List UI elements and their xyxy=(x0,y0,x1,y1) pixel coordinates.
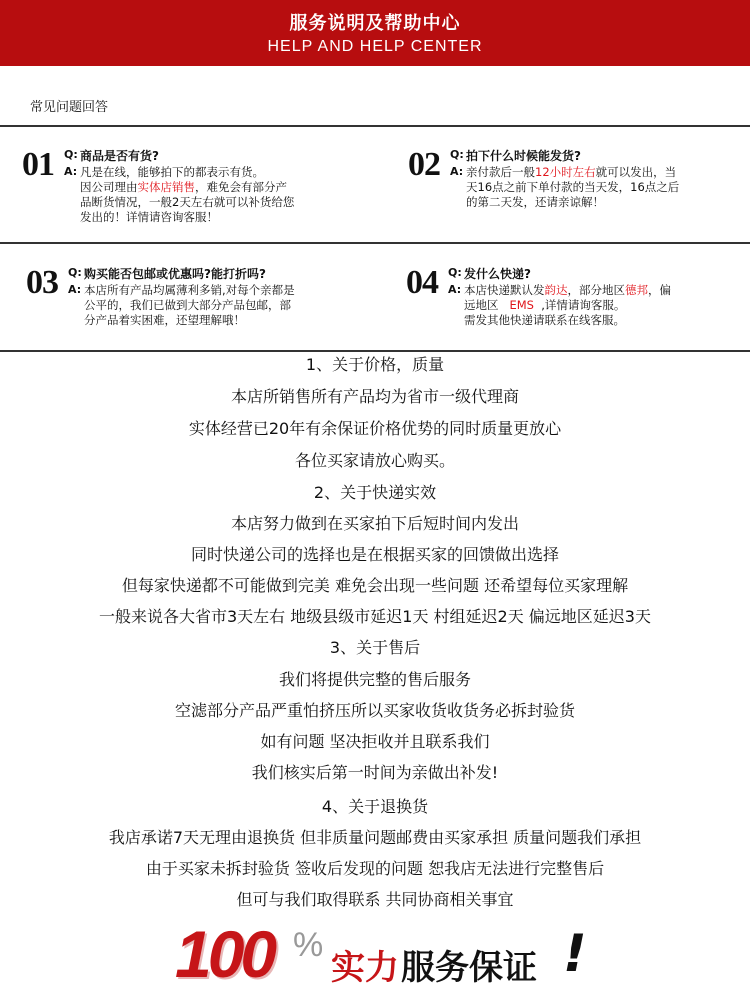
a-mark: A: xyxy=(64,165,78,178)
faq-question: 发什么快递? xyxy=(464,267,531,281)
policy-line: 本店所销售所有产品均为省市一级代理商 xyxy=(230,387,519,406)
faq-item-03 xyxy=(26,264,356,344)
faq-number: 04 xyxy=(406,264,438,301)
guarantee-banner xyxy=(175,917,595,992)
faq-number: 01 xyxy=(22,146,54,183)
policy-line: 由于买家未拆封验货 签收后发现的问题 恕我店无法进行完整售后 xyxy=(145,859,605,878)
policy-line: 但每家快递都不可能做到完美 难免会出现一些问题 还希望每位买家理解 xyxy=(121,576,629,595)
divider-middle xyxy=(0,242,750,244)
policy-line: 如有问题 坚决拒收并且联系我们 xyxy=(260,732,490,751)
faq-label: 常见问题回答 xyxy=(30,100,109,115)
faq-question: 商品是否有货? xyxy=(80,149,159,163)
guarantee-service: 服务保证 xyxy=(401,948,537,988)
policy-line: 实体经营已20年有余保证价格优势的同时质量更放心 xyxy=(188,419,562,438)
faq-item-02 xyxy=(408,146,738,236)
faq-number: 02 xyxy=(408,146,440,183)
faq-number: 03 xyxy=(26,264,58,301)
a-mark: A: xyxy=(450,165,464,178)
header-title-zh: 服务说明及帮助中心 xyxy=(289,13,461,34)
faq-answer: 本店所有产品均属薄利多销,对每个亲都是 公平的，我们已做到大部分产品包邮，部 分产品着实困难，还望理解哦！ xyxy=(84,283,295,327)
policy-line: 各位买家请放心购买。 xyxy=(294,451,455,470)
faq-answer: 亲付款后一般12小时左右就可以发出，当 天16点之前下单付款的当天发，16点之后 的第二天发，还请亲谅解！ xyxy=(466,165,680,209)
divider-top xyxy=(0,125,750,127)
q-mark: Q: xyxy=(68,266,82,279)
q-mark: Q: xyxy=(64,148,78,161)
policy-heading-returns: 4、关于退换货 xyxy=(321,797,429,816)
policy-line: 一般来说各大省市3天左右 地级县级市延迟1天 村组延迟2天 偏远地区延迟3天 xyxy=(99,607,651,626)
policy-line: 我们核实后第一时间为亲做出补发! xyxy=(251,763,499,782)
policy-line: 我店承诺7天无理由退换货 但非质量问题邮费由买家承担 质量问题我们承担 xyxy=(108,828,642,847)
header-banner xyxy=(0,0,750,66)
guarantee-percent: % xyxy=(293,926,324,964)
policy-line: 我们将提供完整的售后服务 xyxy=(278,670,471,689)
faq-item-04 xyxy=(406,264,736,344)
q-mark: Q: xyxy=(448,266,462,279)
guarantee-100: 100 xyxy=(175,917,274,991)
faq-question: 购买能否包邮或优惠吗?能打折吗? xyxy=(84,267,266,281)
q-mark: Q: xyxy=(450,148,464,161)
policy-heading-price: 1、关于价格，质量 xyxy=(305,355,445,374)
faq-answer: 凡是在线，能够拍下的都表示有货。 因公司理由实体店销售，难免会有部分产 品断货情况，一般2天左右就可以补货给您 发出的！详情请咨询客服！ xyxy=(80,165,295,224)
faq-question: 拍下什么时候能发货? xyxy=(466,149,581,163)
policy-heading-aftersales: 3、关于售后 xyxy=(329,638,421,657)
policy-line: 同时快递公司的选择也是在根据买家的回馈做出选择 xyxy=(190,545,559,564)
policy-line: 本店努力做到在买家拍下后短时间内发出 xyxy=(230,514,519,533)
faq-answer: 本店快递默认发韵达，部分地区德邦，偏 远地区 EMS ,详情请询客服。 需发其他快递请联系在线客服。 xyxy=(464,283,671,327)
policy-line: 空滤部分产品严重怕挤压所以买家收货收货务必拆封验货 xyxy=(174,701,575,720)
faq-item-01 xyxy=(22,146,352,236)
a-mark: A: xyxy=(68,283,82,296)
guarantee-exclamation: ! xyxy=(563,924,587,984)
policy-line: 但可与我们取得联系 共同协商相关事宜 xyxy=(236,890,514,909)
header-title-en: HELP AND HELP CENTER xyxy=(267,38,483,55)
guarantee-strength: 实力 xyxy=(331,948,399,988)
a-mark: A: xyxy=(448,283,462,296)
policy-heading-delivery: 2、关于快递实效 xyxy=(313,483,437,502)
